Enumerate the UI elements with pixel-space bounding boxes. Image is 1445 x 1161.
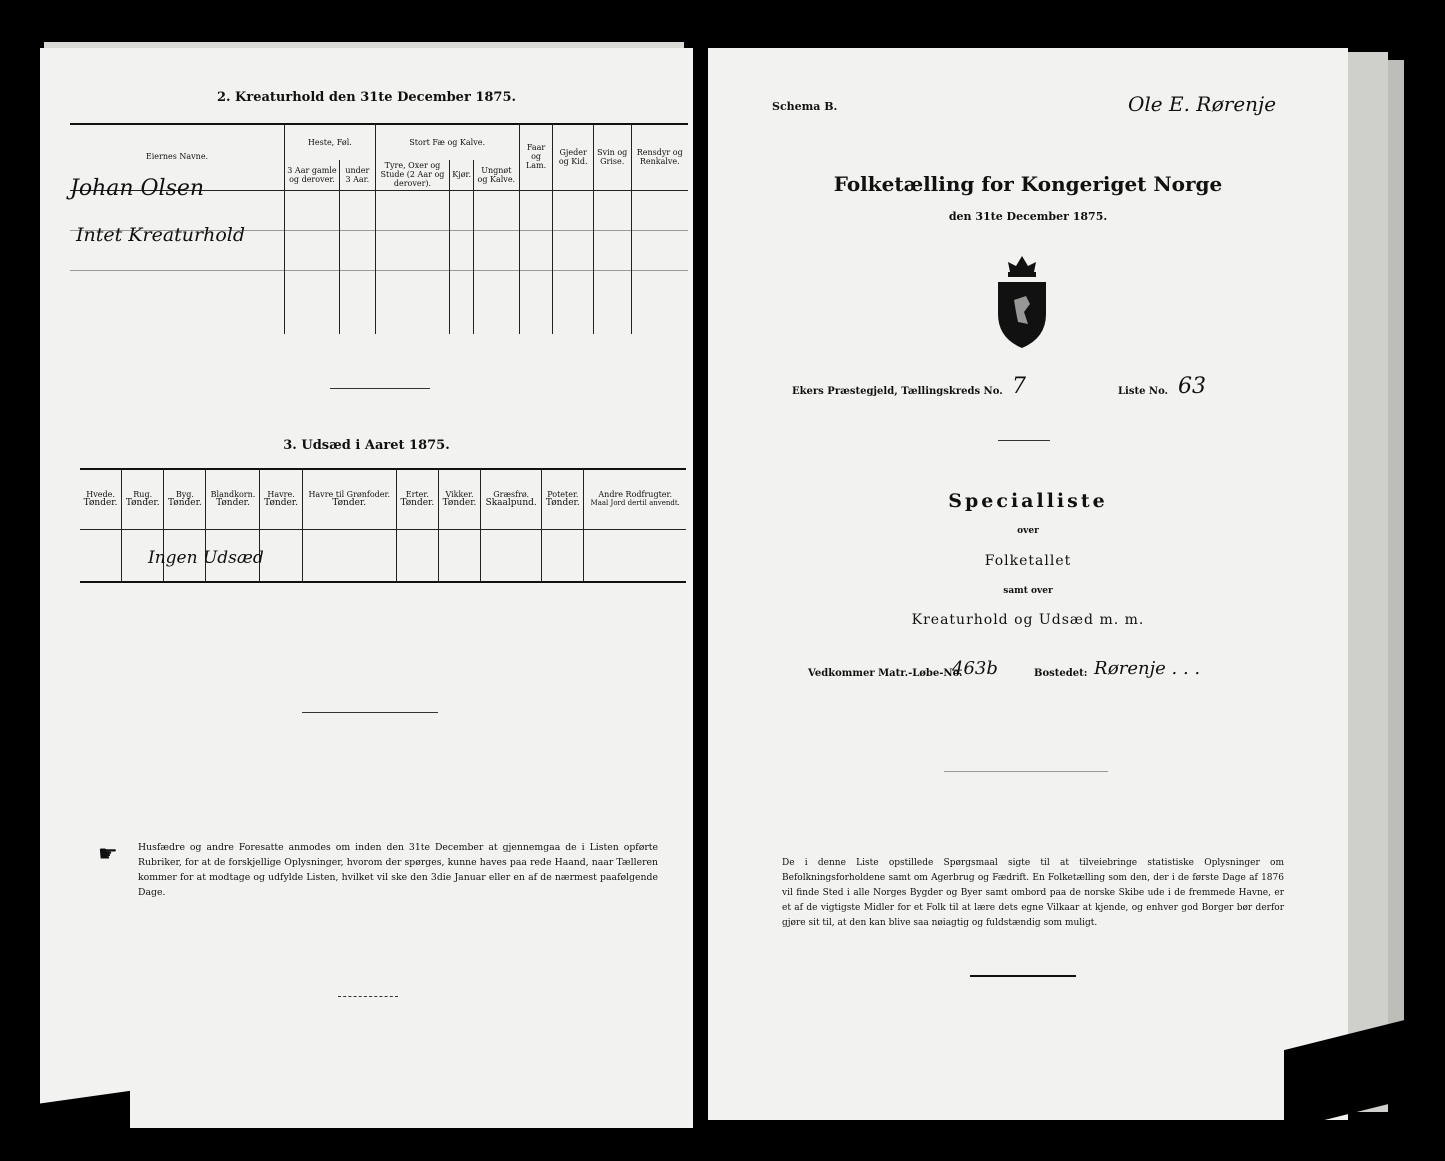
samt-over: samt over (1003, 586, 1053, 596)
census-date: den 31te December 1875. (948, 210, 1108, 223)
col-sheep: Faar og Lam. (519, 124, 553, 190)
pointing-hand-icon: ☛ (98, 842, 118, 867)
district-label: Tællingskreds No. (901, 386, 1003, 397)
owner-name: Johan Olsen (70, 176, 205, 201)
col-cattle: Stort Fæ og Kalve. (375, 124, 519, 160)
col-owner: Eiernes Navne. (70, 124, 285, 190)
matr-number: 463b (952, 658, 998, 679)
bosted-value: Rørenje . . . (1094, 658, 1201, 679)
seed-row-note: Ingen Udsæd (148, 548, 264, 568)
seed-col-root-crops: Andre Rodfrugter. Maal Jord dertil anvendt. (584, 469, 686, 529)
seed-col-peas: Erter. Tønder. (396, 469, 438, 529)
section2-title: 2. Kreaturhold den 31te December 1875. (216, 90, 517, 105)
no-livestock-note: Intet Kreaturhold (76, 224, 246, 246)
notice-text: Husfædre og andre Foresatte anmodes om inden den 31te December at gjennemgaa de i Listen opførte Rubriker, for at de forskjellige Oplysninger, hvorom der spørges, kunne haves paa rede Haand, naar Tælleren kommer for at modtage og udfylde Listen, hvilket vil ske den 3die Januar eller en af de nærmest paafølgende Dage. (138, 842, 658, 898)
district-number: 7 (1012, 374, 1026, 399)
divider-right (998, 440, 1050, 441)
matr-label: Vedkommer Matr.-Løbe-No. (808, 668, 963, 679)
seed-col-barley: Byg. Tønder. (164, 469, 206, 529)
seed-col-grass-seed: Græsfrø. Skaalpund. (481, 469, 542, 529)
divider (330, 388, 430, 389)
col-pigs: Svin og Grise. (593, 124, 631, 190)
bosted-label: Bostedet: (1034, 668, 1088, 679)
seed-col-wheat: Hvede. Tønder. (80, 469, 122, 529)
owner-handwritten: Ole E. Rørenje (1128, 92, 1277, 116)
divider-2 (302, 712, 438, 713)
schema-label: Schema B. (772, 100, 838, 113)
seed-col-potatoes: Poteter. Tønder. (542, 469, 584, 529)
right-page-edge-2 (1388, 60, 1404, 1100)
info-paragraph: De i denne Liste opstillede Spørgsmaal sigte til at tilveiebringe statistiske Oplysninger om Befolkningsforholdene samt om Agerbrug og Fædrift. En Folketælling som den, der i de første Dage af 1876 vil finde Sted i alle Norges Bygder og Byer samt ombord paa de norske Skibe ude i de fremmede Havne, er et af de vigtigste Midler for et Folk til at lære dets egne Vilkaar at kjende, og enhver god Borger bør derfor gjøre sit til, at den kan blive saa nøiagtig og fuldstændig som muligt. (782, 858, 1284, 928)
over-1: over (1017, 526, 1039, 536)
section3-title: 3. Udsæd i Aaret 1875. (283, 438, 450, 453)
kreaturhold-title: Kreaturhold og Udsæd m. m. (911, 612, 1145, 628)
col-horses-old: 3 Aar gamle og derover. (285, 160, 340, 190)
seed-col-oats-fodder: Havre til Grønfoder. Tønder. (302, 469, 396, 529)
coat-of-arms-icon (992, 252, 1052, 352)
divider-right-3 (970, 975, 1076, 977)
col-goats: Gjeder og Kid. (553, 124, 593, 190)
parish-line (792, 386, 1003, 397)
right-page-edge (1348, 52, 1388, 1112)
parish-name: Ekers Præstegjeld, (792, 386, 898, 397)
seed-col-vetch: Vikker. Tønder. (438, 469, 480, 529)
folketallet: Folketallet (984, 553, 1072, 569)
list-label: Liste No. (1118, 386, 1169, 397)
col-reindeer: Rensdyr og Renkalve. (631, 124, 688, 190)
binding-clip-left (0, 1091, 130, 1161)
list-number: 63 (1178, 374, 1206, 399)
col-cattle-bulls: Tyre, Oxer og Stude (2 Aar og derover). (375, 160, 450, 190)
col-horses-young: under 3 Aar. (339, 160, 375, 190)
special-list-title: Specialliste (948, 490, 1108, 512)
seed-col-oats: Havre. Tønder. (260, 469, 302, 529)
seed-col-mixed-grain: Blandkorn. Tønder. (206, 469, 260, 529)
seed-col-rye: Rug. Tønder. (122, 469, 164, 529)
left-page (40, 48, 693, 1128)
divider-3 (338, 996, 398, 997)
right-page (708, 48, 1348, 1120)
col-cattle-cows: Kjør. (450, 160, 474, 190)
col-horses: Heste, Føl. (285, 124, 376, 160)
main-title: Folketælling for Kongeriget Norge (833, 172, 1223, 196)
col-cattle-young: Ungnøt og Kalve. (474, 160, 520, 190)
divider-right-2 (944, 771, 1108, 772)
